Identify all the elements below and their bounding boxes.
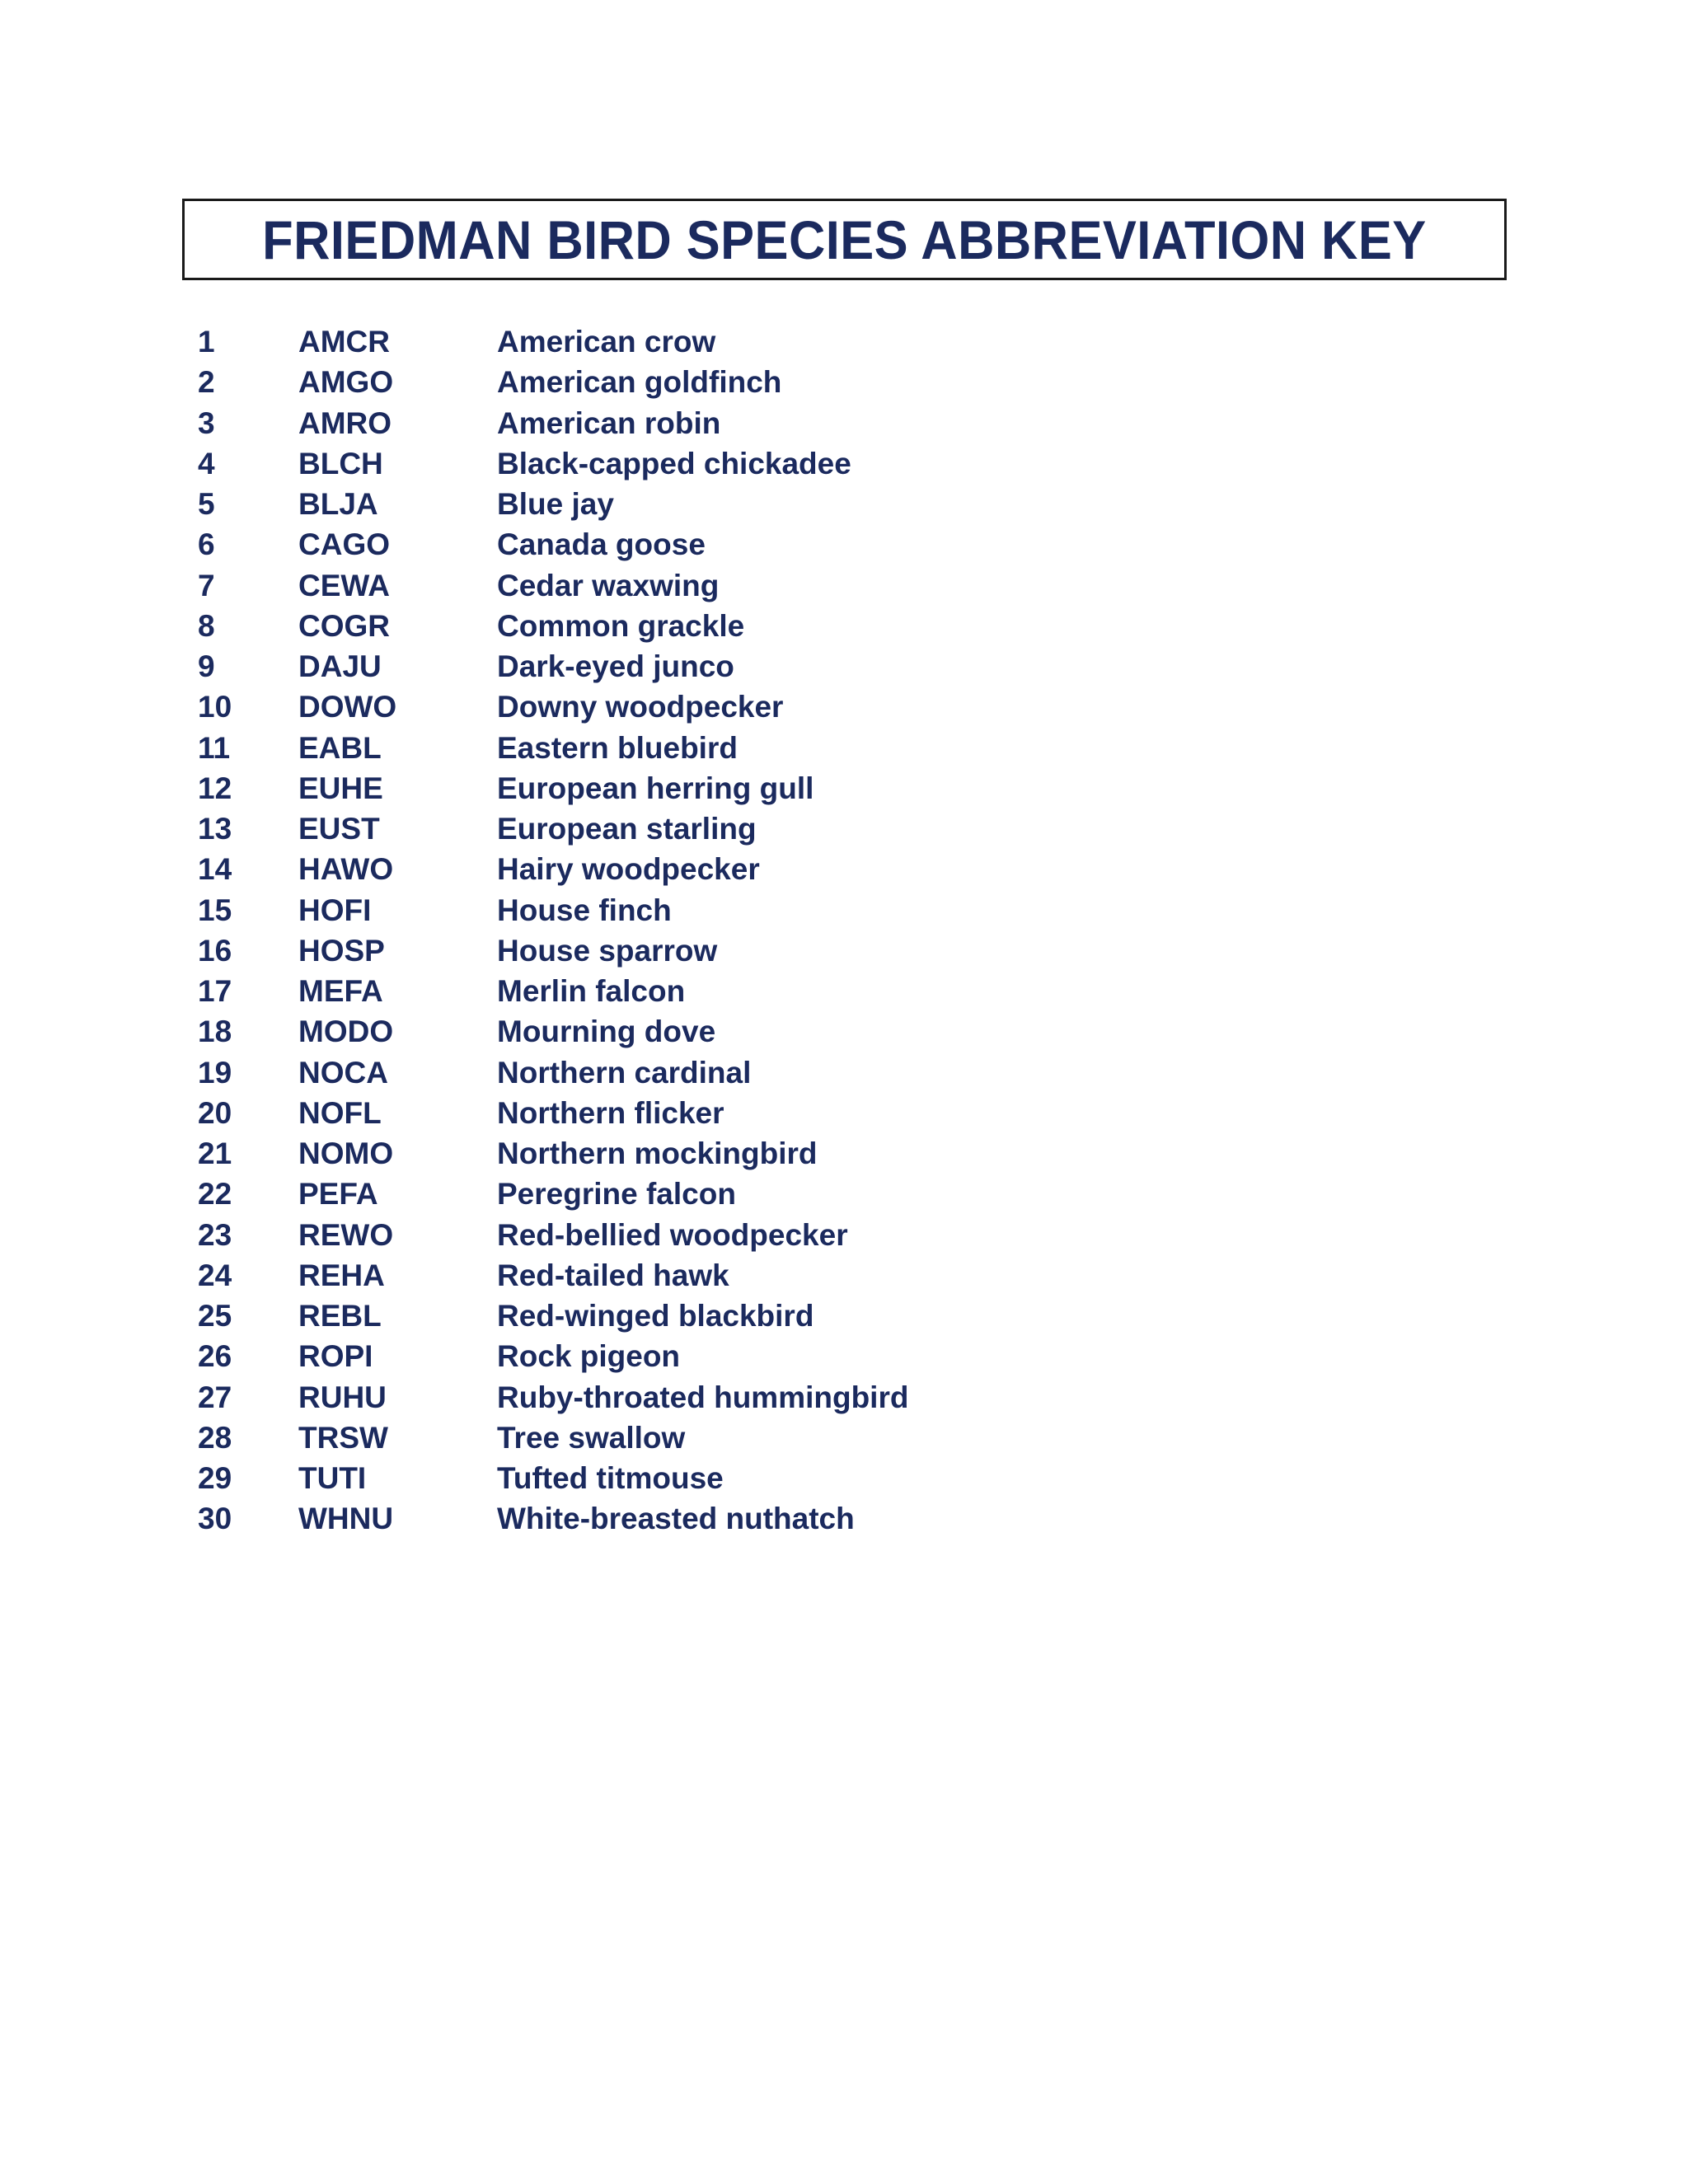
species-name: American robin — [497, 405, 721, 440]
species-number: 1 — [198, 325, 215, 359]
species-code: BLJA — [298, 487, 378, 521]
species-number: 12 — [198, 771, 232, 805]
species-number: 22 — [198, 1177, 232, 1212]
species-code: EUST — [298, 812, 380, 846]
species-row — [0, 1133, 1688, 1174]
species-number: 23 — [198, 1217, 232, 1252]
species-code: EUHE — [298, 771, 383, 805]
species-name: Black-capped chickadee — [497, 446, 851, 480]
species-name: Mourning dove — [497, 1015, 716, 1049]
species-row — [0, 484, 1688, 524]
species-number: 16 — [198, 933, 232, 968]
species-row — [0, 890, 1688, 930]
species-row — [0, 930, 1688, 971]
species-name: Rock pigeon — [497, 1339, 681, 1374]
species-name: Dark-eyed junco — [497, 649, 734, 683]
species-number: 15 — [198, 893, 232, 927]
species-number: 6 — [198, 527, 215, 562]
species-row — [0, 1011, 1688, 1052]
species-code: NOCA — [298, 1055, 388, 1090]
species-code: AMRO — [298, 405, 392, 440]
species-number: 5 — [198, 487, 215, 521]
species-code: AMGO — [298, 365, 394, 400]
species-code: DOWO — [298, 690, 397, 724]
species-number: 28 — [198, 1420, 232, 1455]
species-row — [0, 1418, 1688, 1458]
species-row — [0, 321, 1688, 362]
species-row — [0, 443, 1688, 484]
species-code: MODO — [298, 1015, 394, 1049]
species-name: American goldfinch — [497, 365, 782, 400]
species-row — [0, 687, 1688, 727]
species-name: House finch — [497, 893, 672, 927]
species-row — [0, 1052, 1688, 1093]
species-row — [0, 524, 1688, 565]
species-code: REBL — [298, 1299, 382, 1333]
species-name: Red-tailed hawk — [497, 1258, 729, 1292]
species-name: European starling — [497, 812, 757, 846]
species-number: 4 — [198, 446, 215, 480]
species-code: TUTI — [298, 1461, 367, 1495]
species-code: PEFA — [298, 1177, 378, 1212]
page-title: FRIEDMAN BIRD SPECIES ABBREVIATION KEY — [262, 209, 1427, 270]
species-name: Red-bellied woodpecker — [497, 1217, 848, 1252]
species-number: 9 — [198, 649, 215, 683]
species-row — [0, 1498, 1688, 1539]
species-number: 21 — [198, 1137, 232, 1170]
species-name: Northern flicker — [497, 1095, 724, 1130]
species-number: 20 — [198, 1095, 232, 1130]
species-name: Canada goose — [497, 527, 706, 562]
species-number: 29 — [198, 1461, 232, 1495]
species-name: Merlin falcon — [497, 974, 686, 1008]
species-code: TRSW — [298, 1420, 388, 1455]
species-row — [0, 565, 1688, 606]
species-name: European herring gull — [497, 771, 814, 805]
title-box — [182, 199, 1507, 280]
species-number: 17 — [198, 974, 232, 1008]
species-name: Common grackle — [497, 608, 745, 643]
species-row — [0, 646, 1688, 687]
species-code: MEFA — [298, 974, 383, 1008]
species-name: Tufted titmouse — [497, 1461, 724, 1495]
species-row — [0, 849, 1688, 889]
species-code: HOFI — [298, 893, 372, 927]
species-number: 26 — [198, 1339, 232, 1374]
species-name: Hairy woodpecker — [497, 852, 760, 887]
species-code: NOFL — [298, 1095, 382, 1130]
species-number: 11 — [198, 730, 231, 765]
species-row — [0, 768, 1688, 808]
species-number: 25 — [198, 1299, 232, 1333]
species-name: Tree swallow — [497, 1420, 686, 1455]
species-code: EABL — [298, 730, 382, 765]
species-code: DAJU — [298, 649, 382, 683]
species-number: 18 — [198, 1015, 232, 1049]
species-name: Blue jay — [497, 487, 614, 521]
species-code: BLCH — [298, 446, 383, 480]
species-name: Downy woodpecker — [497, 690, 784, 724]
species-code: RUHU — [298, 1380, 387, 1414]
species-number: 14 — [198, 852, 232, 887]
species-code: CAGO — [298, 527, 390, 562]
species-number: 27 — [198, 1380, 232, 1414]
species-number: 7 — [198, 568, 215, 602]
species-name: House sparrow — [497, 933, 718, 968]
species-code: AMCR — [298, 325, 390, 359]
species-code: NOMO — [298, 1137, 394, 1170]
species-number: 2 — [198, 365, 215, 400]
species-code: CEWA — [298, 568, 390, 602]
species-row — [0, 606, 1688, 646]
species-name: Northern cardinal — [497, 1055, 752, 1090]
species-row — [0, 1215, 1688, 1255]
species-number: 13 — [198, 812, 232, 846]
species-row — [0, 1377, 1688, 1418]
species-number: 8 — [198, 608, 215, 643]
species-row — [0, 403, 1688, 443]
species-name: Eastern bluebird — [497, 730, 738, 765]
species-number: 30 — [198, 1502, 232, 1536]
species-name: White-breasted nuthatch — [497, 1502, 855, 1536]
species-code: REWO — [298, 1217, 394, 1252]
species-name: American crow — [497, 325, 716, 359]
species-name: Peregrine falcon — [497, 1177, 736, 1212]
species-code: HOSP — [298, 933, 385, 968]
species-name: Northern mockingbird — [497, 1137, 818, 1170]
species-row — [0, 1174, 1688, 1214]
species-code: REHA — [298, 1258, 385, 1292]
species-row — [0, 1093, 1688, 1133]
species-row — [0, 1255, 1688, 1296]
species-code: WHNU — [298, 1502, 394, 1536]
species-row — [0, 1296, 1688, 1336]
species-row — [0, 808, 1688, 849]
species-row — [0, 1336, 1688, 1376]
species-number: 3 — [198, 405, 215, 440]
species-row — [0, 362, 1688, 402]
species-number: 24 — [198, 1258, 232, 1292]
species-code: COGR — [298, 608, 390, 643]
species-row — [0, 728, 1688, 768]
species-row — [0, 971, 1688, 1011]
species-code: HAWO — [298, 852, 394, 887]
species-code: ROPI — [298, 1339, 373, 1374]
species-number: 10 — [198, 690, 232, 724]
species-row — [0, 1458, 1688, 1498]
species-number: 19 — [198, 1055, 232, 1090]
species-name: Red-winged blackbird — [497, 1299, 814, 1333]
species-name: Cedar waxwing — [497, 568, 720, 602]
species-name: Ruby-throated hummingbird — [497, 1380, 909, 1414]
